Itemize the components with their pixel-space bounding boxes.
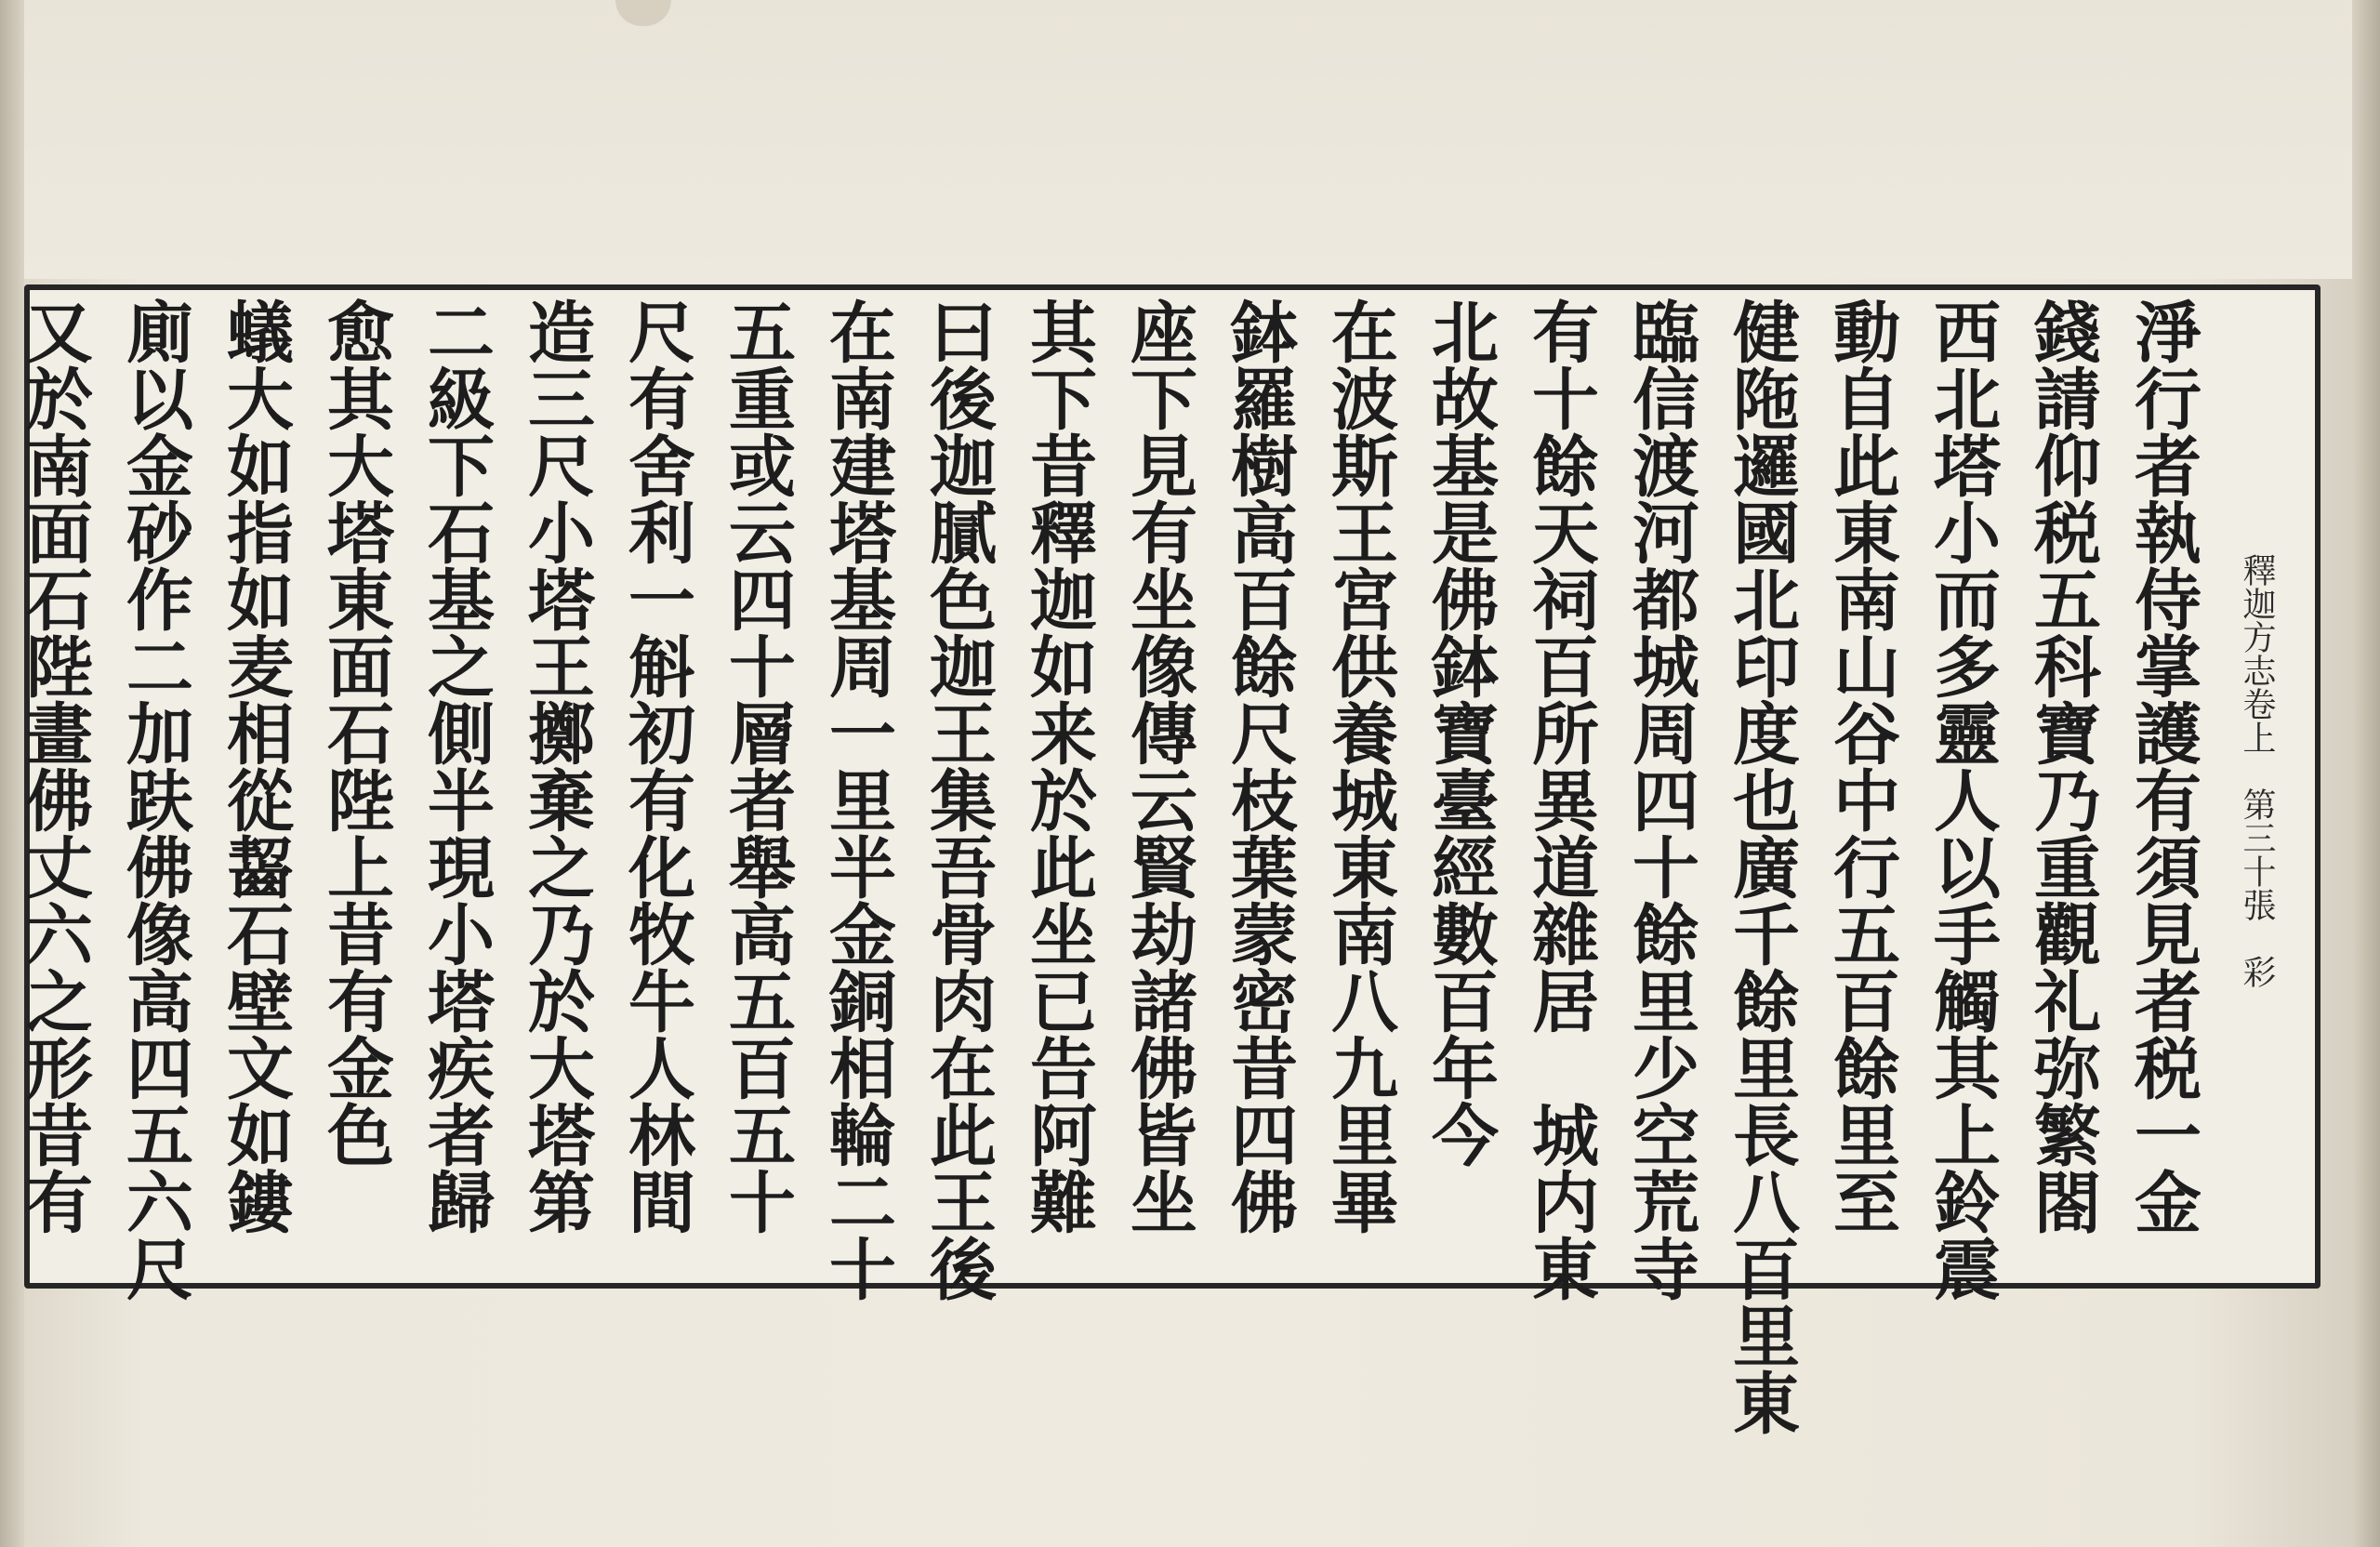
text-column: 又於南面石陛畫佛丈六之形昔有 <box>15 298 94 1235</box>
text-column: 北故基是佛鉢寶臺經數百年今 <box>1421 298 1500 1168</box>
text-column: 在南建塔基周一里半金銅相輪二十 <box>818 298 897 1302</box>
text-column: 愈其大塔東面石陛上昔有金色 <box>316 298 395 1168</box>
text-column: 尺有舍利一斛初有化牧牛人林間 <box>617 298 696 1235</box>
text-column: 動自此東南山谷中行五百餘里至 <box>1822 298 1901 1235</box>
margin-label: 釋迦方志卷上 第三十張 彩 <box>2238 553 2276 988</box>
text-column <box>0 298 4 1283</box>
page-top-margin <box>0 0 2380 279</box>
right-page-edge <box>2352 0 2380 1547</box>
text-column: 二級下石基之側半現小塔疾者歸 <box>416 298 496 1235</box>
text-column: 廁以金砂作二加趺佛像高四五六尺 <box>115 298 194 1302</box>
text-column: 五重或云四十層者舉高五百五十 <box>718 298 797 1235</box>
text-column: 錢請仰税五科寶乃重觀礼弥繁閤 <box>2023 298 2102 1235</box>
text-column: 臨信渡河都城周四十餘里少空荒寺 <box>1621 298 1700 1302</box>
text-column: 造三尺小塔王擲棄之乃於大塔第 <box>517 298 596 1235</box>
text-column: 在波斯王宮供養城東南八九里畢 <box>1320 298 1399 1235</box>
text-column: 鉢羅樹高百餘尺枝葉蒙密昔四佛 <box>1220 298 1299 1235</box>
text-column: 有十餘天祠百所異道雜居 城内東 <box>1521 298 1600 1302</box>
text-column: 曰後迦膩色迦王集吾骨肉在此王後 <box>919 298 998 1302</box>
text-column: 淨行者執侍掌護有須見者税一金 <box>2123 298 2202 1235</box>
text-column: 其下昔釋迦如来於此坐已告阿難 <box>1019 298 1098 1235</box>
text-column: 健陁邏國北印度也廣千餘里長八百里東 <box>1722 298 1801 1435</box>
text-column: 蟻大如指如麦相從齧石壁文如鏤 <box>216 298 295 1235</box>
vertical-text-block <box>15 298 2213 1435</box>
text-column: 西北塔小而多靈人以手觸其上鈴震 <box>1923 298 2002 1302</box>
text-column: 座下見有坐像傳云賢劫諸佛皆坐 <box>1119 298 1198 1235</box>
